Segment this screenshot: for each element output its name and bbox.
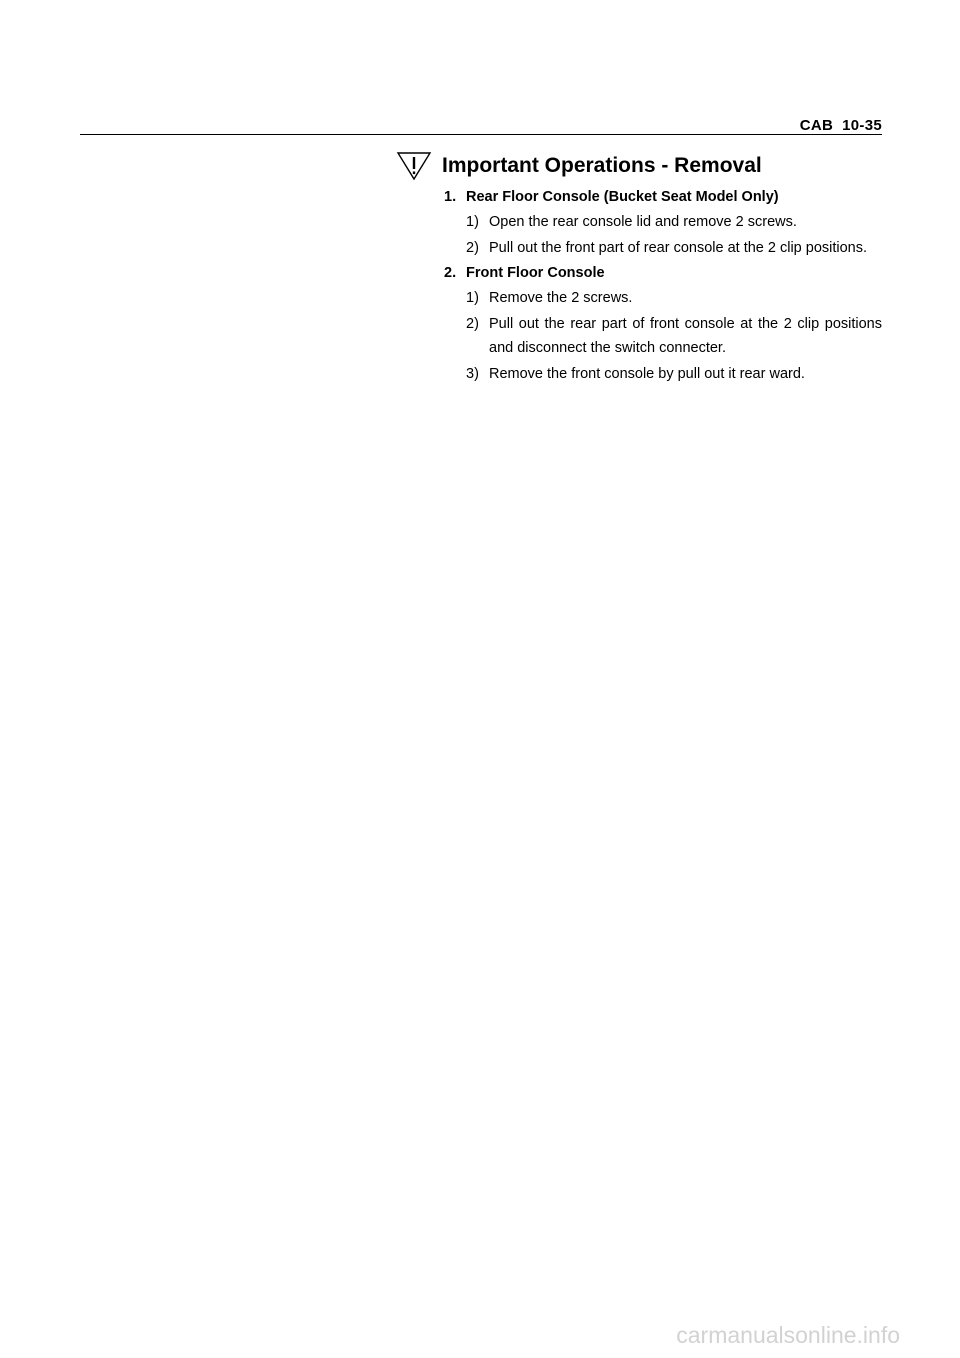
substep [396, 286, 882, 310]
substep [396, 236, 882, 260]
step-2 [396, 261, 882, 386]
step-heading [396, 185, 882, 209]
substep [396, 312, 882, 360]
important-operations-section [396, 148, 882, 386]
substep-number: 3) [466, 366, 479, 382]
substep [396, 210, 882, 234]
header-page-number: 10-35 [842, 117, 882, 134]
substep-text: Remove the front console by pull out it rear ward. [489, 366, 805, 382]
substep-number: 1) [466, 290, 479, 306]
substep-text: Remove the 2 screws. [489, 290, 633, 306]
substep-number: 2) [466, 316, 479, 332]
step-heading [396, 261, 882, 285]
substep [396, 362, 882, 386]
section-title: Important Operations - Removal [442, 154, 762, 177]
watermark: carmanualsonline.info [676, 1322, 900, 1348]
warning-triangle-icon [396, 151, 432, 181]
header-section: CAB [799, 117, 834, 134]
substep-text: Open the rear console lid and remove 2 screws. [489, 214, 797, 230]
substep-text: Pull out the front part of rear console at the 2 clip positions. [489, 240, 868, 256]
step-title: Front Floor Console [466, 265, 605, 281]
substep-text: Pull out the rear part of front console at the 2 clip positions and disconnect the switch connecter. [489, 316, 882, 356]
section-title-row [396, 148, 882, 184]
step-title: Rear Floor Console (Bucket Seat Model Only) [466, 189, 779, 205]
substep-number: 2) [466, 240, 479, 256]
step-1 [396, 185, 882, 260]
step-number: 1. [444, 189, 457, 205]
header-rule [80, 134, 882, 135]
page-header [800, 117, 882, 134]
substep-number: 1) [466, 214, 479, 230]
step-number: 2. [444, 265, 457, 281]
